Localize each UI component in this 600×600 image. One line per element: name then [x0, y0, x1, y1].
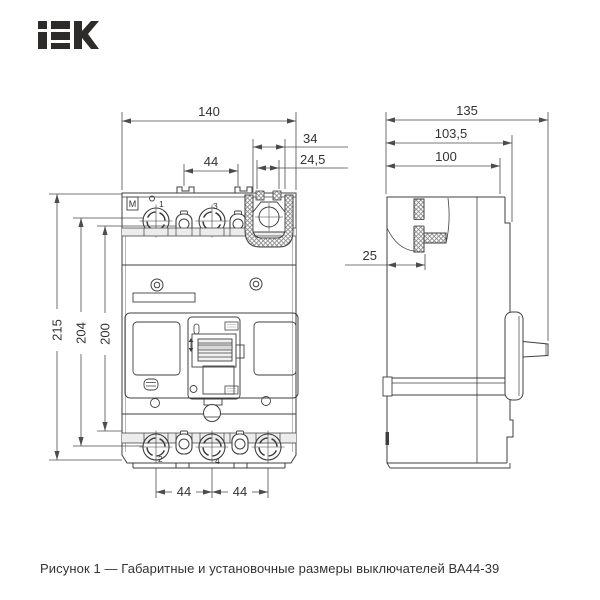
bracket-stub-right — [273, 191, 281, 200]
logo-k — [74, 21, 99, 49]
dim-100-label: 100 — [435, 149, 457, 164]
side-body-outline — [386, 197, 514, 468]
bracket-stub-left — [256, 191, 264, 200]
side-bottom-flange — [390, 463, 510, 468]
dim-44-bottom-right-label: 44 — [232, 484, 248, 499]
bottom-notch-left — [176, 463, 189, 468]
pole-4-label: 4 — [215, 456, 220, 466]
logo-e-bar-top — [51, 21, 70, 29]
dim-25-label: 25 — [362, 248, 377, 263]
toggle-handle-bar — [198, 345, 232, 350]
dim-103-5-label: 103,5 — [434, 126, 468, 141]
side-view — [383, 197, 548, 468]
dim-top-pitch — [184, 154, 238, 186]
side-toggle-assembly — [505, 312, 548, 400]
iek-logo — [38, 21, 99, 49]
logo-i-stem — [38, 32, 47, 49]
dim-204-label: 204 — [73, 322, 89, 344]
center-mount-hole — [204, 405, 221, 422]
side-right-upper-edge — [505, 197, 510, 312]
side-bottom-corner — [387, 463, 390, 468]
dim-200-label: 200 — [97, 323, 113, 345]
marking-m-label: M — [128, 199, 137, 209]
dim-135-label: 135 — [456, 103, 478, 118]
dim-bracket-hole-width — [257, 152, 348, 189]
dim-140-label: 140 — [198, 104, 220, 119]
figure-caption: Рисунок 1 — Габаритные и установочные размеры выключателей ВА44-39 — [40, 561, 500, 576]
dim-body-depth — [386, 149, 500, 194]
side-toggle-handle — [523, 342, 548, 358]
side-left-notch — [386, 432, 390, 445]
logo-e-bar-mid — [51, 32, 70, 40]
rail-clip — [383, 377, 392, 396]
side-escutcheon-plate — [505, 312, 523, 400]
pole-3-label: 3 — [213, 201, 218, 211]
dim-44-bottom-left-label: 44 — [176, 484, 192, 499]
dim-24-5-label: 24,5 — [300, 152, 326, 167]
bracket-horizontal-bar — [424, 233, 446, 243]
logo-i-dot — [38, 21, 47, 29]
front-view — [122, 187, 298, 468]
dim-bottom-pitch — [156, 468, 268, 499]
top-tab-right — [235, 187, 252, 193]
pole-1-label: 1 — [159, 199, 164, 209]
logo-e-bar-bottom — [51, 43, 70, 49]
dim-215-label: 215 — [49, 319, 65, 341]
bracket-bar-gap — [413, 220, 425, 227]
side-right-lower-edge — [507, 400, 513, 463]
top-tab-left — [177, 187, 194, 193]
dim-34-label: 34 — [303, 131, 318, 146]
dim-44-top-label: 44 — [203, 154, 219, 169]
pole-2-label: 2 — [158, 454, 163, 464]
bottom-notch-right — [234, 463, 247, 468]
